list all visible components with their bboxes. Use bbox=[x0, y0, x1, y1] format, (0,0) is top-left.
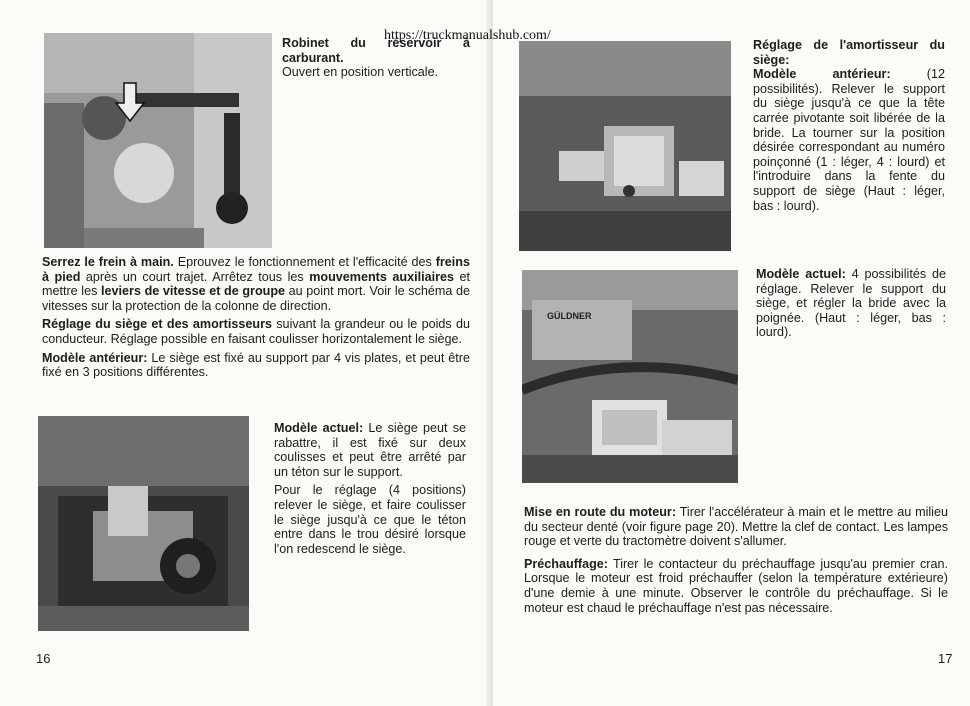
frein-heading: Serrez le frein à main. bbox=[42, 255, 174, 269]
prechauffage-paragraph bbox=[524, 557, 948, 615]
reglage-paragraph bbox=[42, 317, 470, 346]
fuel-tap-photo bbox=[44, 33, 272, 248]
right-body-text bbox=[524, 505, 948, 619]
mise-en-route-text: Tirer l'accélérateur à main et le mettre au milieu du secteur denté (voir figure page 20). Mettre la clef de contact. Les lampes rouge et verte du tractomètre doivent s'allumer. bbox=[524, 505, 948, 549]
actuel-text: 4 possibilités de réglage. Relever le support du siège, et régler la bride avec la poignée. (Haut : léger, bas : lourd). bbox=[756, 267, 946, 340]
reglage-heading: Réglage du siège et des amortisseurs bbox=[42, 317, 272, 332]
frein-text-4: au point mort. Voir le schéma de vitesses sur la protection de la colonne de direction. bbox=[42, 284, 470, 313]
seat-illustration bbox=[38, 416, 249, 631]
guldner-label: GÜLDNER bbox=[547, 311, 592, 321]
modele-actuel-heading: Modèle actuel: bbox=[274, 421, 364, 435]
reglage-text: suivant la grandeur ou le poids du conducteur. Réglage possible en faisant coulisser horizontalement le siège. bbox=[42, 317, 470, 346]
amortisseur-text: (12 possibilités). Relever le support du siège jusqu'à ce que la tête carrée pivotante soit libérée de la bride. La tourner sur la position désirée correspondant au numéro poinçonné (1 : léger, 4 : lourd) et l'introduire dans la fente du support de siège (Haut : léger, bas : lourd). bbox=[753, 67, 946, 213]
page-number-right: 17 bbox=[938, 651, 953, 666]
frein-paragraph bbox=[42, 255, 470, 313]
amortisseur-heading: Modèle antérieur: bbox=[753, 67, 891, 82]
prechauffage-heading: Préchauffage: bbox=[524, 556, 608, 571]
fuel-tap-illustration bbox=[44, 33, 272, 248]
frein-text-2: après un court trajet. Arrêtez tous les bbox=[80, 269, 310, 284]
frein-bold-2: freins à pied bbox=[42, 255, 470, 284]
shock-absorber-illustration bbox=[519, 41, 731, 251]
left-body-text bbox=[42, 255, 470, 384]
mise-en-route-heading: Mise en route du moteur: bbox=[524, 505, 677, 519]
seat-photo bbox=[38, 416, 249, 631]
pour-reglage-text: Pour le réglage (4 positions) relever le siège, et faire coulisser le siège jusqu'à ce que le téton entre dans le trou désiré lorsque l'on redescend le siège. bbox=[274, 483, 466, 556]
frein-text-1: Eprouvez le fonctionnement et l'efficacité des bbox=[173, 255, 436, 269]
modele-anterieur-paragraph bbox=[42, 351, 470, 380]
mise-en-route-paragraph bbox=[524, 505, 948, 549]
actuel-heading: Modèle actuel: bbox=[756, 267, 846, 281]
watermark-url: https://truckmanualshub.com/ bbox=[384, 28, 551, 43]
guldner-illustration bbox=[522, 270, 738, 483]
modele-actuel-text: Le siège peut se rabattre, il est fixé sur deux coulisses et peut être arrêté par un téton sur le support. bbox=[274, 421, 466, 479]
modele-anterieur-text: Le siège est fixé au support par 4 vis plates, et peut être fixé en 3 positions différentes. bbox=[42, 350, 471, 380]
prechauffage-text: Tirer le contacteur du préchauffage jusqu'au premier cran. Lorsque le moteur est froid préchauffer (selon la température extérieure) d'une demie à une minute. Observer le contrôle du préchauffage. Si le moteur est chaud le préchauffage n'est pas nécessaire. bbox=[524, 556, 948, 615]
shock-absorber-photo bbox=[519, 41, 731, 251]
right-page bbox=[493, 0, 970, 706]
robinet-text: Ouvert en position verticale. bbox=[282, 65, 439, 80]
frein-bold-3: mouvements auxiliaires bbox=[309, 269, 454, 284]
page-number-left: 16 bbox=[36, 651, 51, 666]
guldner-photo bbox=[522, 270, 738, 483]
frein-text-3: et mettre les bbox=[42, 269, 470, 299]
robinet-heading: Robinet du réservoir à carburant. bbox=[282, 36, 470, 65]
amortisseur-title: Réglage de l'amortisseur du siège: bbox=[753, 38, 945, 67]
modele-anterieur-heading: Modèle antérieur: bbox=[42, 350, 148, 365]
modele-actuel-block bbox=[274, 421, 466, 560]
frein-bold-4: leviers de vitesse et de groupe bbox=[101, 284, 286, 299]
amortisseur-block bbox=[753, 38, 945, 217]
actuel-block bbox=[756, 267, 946, 344]
